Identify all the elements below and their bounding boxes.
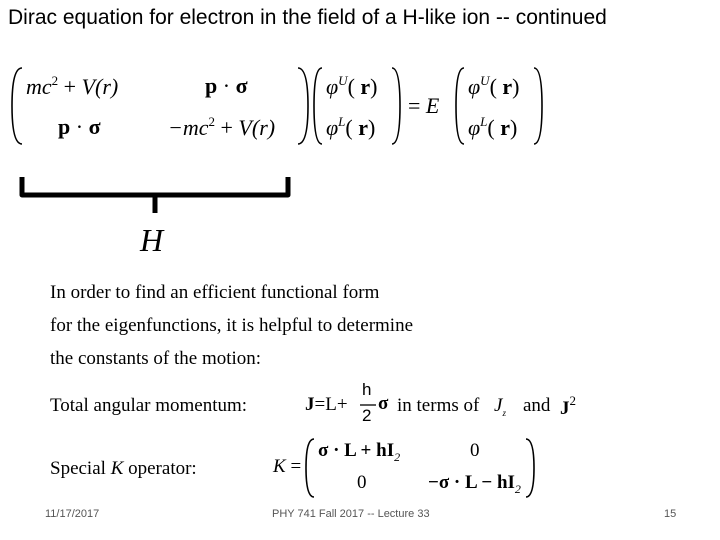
matrix-right-bracket: [296, 66, 310, 146]
footer-date: 11/17/2017: [45, 508, 100, 520]
psi2-left-bracket: [454, 66, 466, 146]
phi-upper-rhs: $\varphi^U$( r): [468, 73, 520, 99]
phi-upper: $\varphi^U$( r): [326, 73, 378, 99]
jz-symbol: $J_z$: [494, 395, 506, 418]
j-symbol: J=L+: [305, 394, 348, 415]
special-k-label: Special K operator:: [50, 458, 197, 479]
body-line-1: In order to find an efficient functional form: [50, 282, 380, 303]
k-right-bracket: [524, 437, 536, 499]
total-angular-momentum-label: Total angular momentum:: [50, 395, 248, 416]
hamiltonian-label: H: [140, 222, 164, 258]
k-cell-12: 0: [470, 440, 480, 461]
matrix-left-bracket: [10, 66, 24, 146]
matrix-cell-11: $mc^2 + V(r)$: [26, 73, 119, 99]
body-line-3: the constants of the motion:: [50, 348, 262, 369]
body-line-2: for the eigenfunctions, it is helpful to determine: [50, 315, 414, 336]
k-cell-22: $-\sigma \cdot L - hI_2$: [428, 472, 521, 496]
j-squared: $J^2$: [560, 393, 576, 419]
hamiltonian-underbrace: [20, 175, 292, 215]
sigma-symbol: σ: [378, 393, 389, 414]
psi2-right-bracket: [532, 66, 544, 146]
fraction-denominator: 2: [362, 406, 372, 425]
footer-page-number: 15: [664, 508, 677, 520]
matrix-cell-21: p · σ: [58, 114, 101, 139]
phi-lower-rhs: $\varphi^L$( r): [468, 114, 518, 140]
k-equals: K =: [273, 456, 302, 477]
psi-left-bracket: [312, 66, 324, 146]
slide-title: Dirac equation for electron in the field of a H-like ion -- continued: [8, 6, 607, 29]
k-left-bracket: [304, 437, 316, 499]
in-terms-of: in terms of: [397, 395, 480, 416]
hbar-numerator: h: [362, 380, 372, 399]
matrix-cell-22: $-mc^2 + V(r)$: [168, 114, 276, 140]
phi-lower: $\varphi^L$( r): [326, 114, 376, 140]
footer-course: PHY 741 Fall 2017 -- Lecture 33: [272, 508, 430, 520]
matrix-cell-12: p · σ: [205, 73, 248, 98]
psi-right-bracket: [390, 66, 402, 146]
k-cell-21: 0: [357, 472, 367, 493]
and-word: and: [523, 395, 551, 416]
k-cell-11: $\sigma \cdot L + hI_2$: [318, 440, 401, 464]
equals-E: = E: [408, 93, 440, 118]
